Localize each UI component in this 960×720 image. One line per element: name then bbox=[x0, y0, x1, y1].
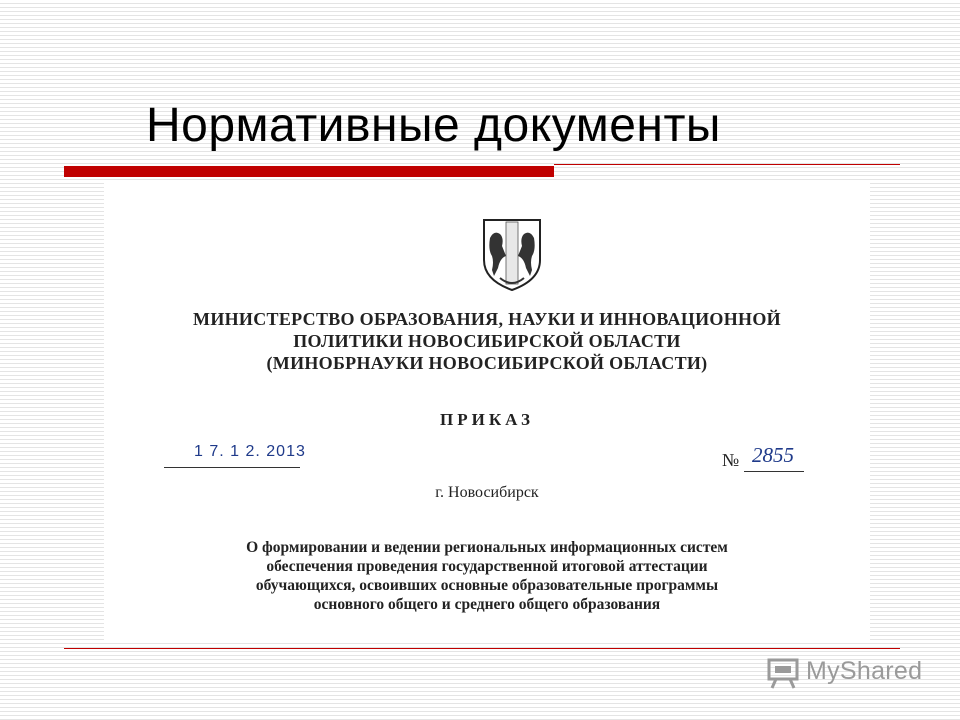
myshared-watermark bbox=[766, 655, 946, 691]
order-title: ПРИКАЗ bbox=[440, 410, 534, 429]
order-number-label: № bbox=[722, 450, 740, 470]
subject-line: О формировании и ведении региональных информационных систем bbox=[246, 539, 728, 556]
ministry-line: ПОЛИТИКИ НОВОСИБИРСКОЙ ОБЛАСТИ bbox=[293, 331, 681, 351]
ministry-name bbox=[104, 308, 870, 374]
title-divider-line bbox=[554, 164, 900, 165]
order-date: 1 7. 1 2. 2013 bbox=[194, 443, 306, 460]
slide-title: Нормативные документы bbox=[146, 99, 721, 152]
order-subject bbox=[104, 538, 870, 614]
subject-line: обеспечения проведения государственной итоговой аттестации bbox=[266, 558, 708, 575]
novosibirsk-coat-of-arms-icon bbox=[480, 216, 544, 292]
date-underline bbox=[164, 467, 300, 468]
ministry-line: (МИНОБРНАУКИ НОВОСИБИРСКОЙ ОБЛАСТИ) bbox=[266, 353, 708, 373]
number-underline bbox=[744, 471, 804, 472]
watermark-text: MyShared bbox=[806, 657, 923, 685]
ministry-line: МИНИСТЕРСТВО ОБРАЗОВАНИЯ, НАУКИ И ИННОВАЦИОННОЙ bbox=[193, 309, 781, 329]
title-accent-bar bbox=[64, 166, 554, 177]
order-number-value: 2855 bbox=[752, 443, 794, 467]
subject-line: обучающихся, освоивших основные образовательные программы bbox=[255, 577, 719, 594]
order-city: г. Новосибирск bbox=[435, 484, 539, 501]
footer-divider-line bbox=[64, 648, 900, 649]
subject-line: основного общего и среднего общего образования bbox=[313, 596, 661, 613]
presentation-board-icon bbox=[766, 657, 800, 689]
order-document-scan bbox=[104, 182, 870, 642]
